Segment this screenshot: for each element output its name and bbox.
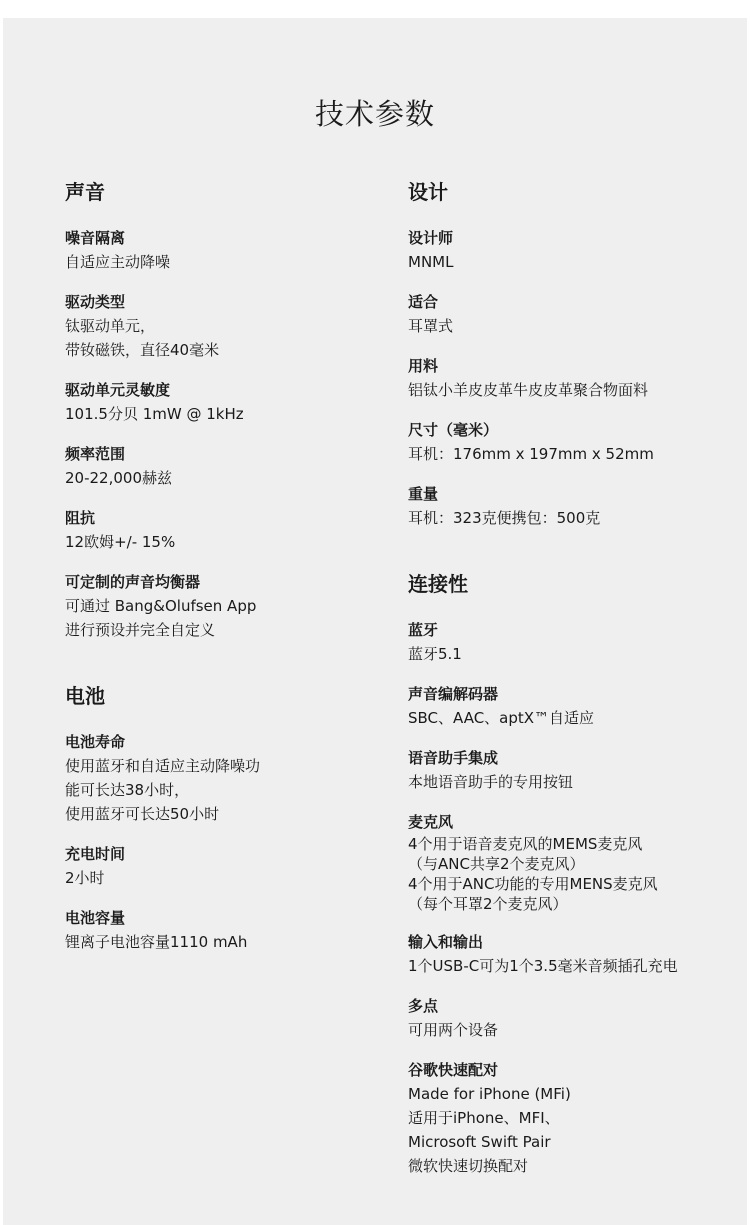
spec-label: 谷歌快速配对 [408, 1061, 499, 1079]
spec-value: 使用蓝牙可长达50小时 [65, 805, 220, 823]
spec-value: 1个USB-C可为1个3.5毫米音频插孔充电 [408, 957, 678, 975]
spec-item [408, 418, 728, 466]
spec-item [65, 442, 385, 490]
spec-value: 铝钛小羊皮皮革牛皮皮革聚合物面料 [408, 381, 649, 399]
spec-label: 可定制的声音均衡器 [65, 573, 201, 591]
spec-card [3, 18, 747, 1225]
spec-value: 带钕磁铁，直径40毫米 [65, 341, 220, 359]
left-column [65, 179, 385, 995]
spec-value: Microsoft Swift Pair [408, 1133, 551, 1151]
spec-label: 驱动类型 [65, 293, 126, 311]
spec-label: 驱动单元灵敏度 [65, 381, 171, 399]
spec-item [408, 810, 728, 914]
spec-value: 适用于iPhone、MFI、 [408, 1109, 560, 1127]
spec-item [65, 290, 385, 362]
spec-label: 电池寿命 [65, 733, 126, 751]
spec-label: 电池容量 [65, 909, 126, 927]
spec-value: 可通过 Bang&Olufsen App [65, 597, 257, 615]
spec-value: 自适应主动降噪 [65, 253, 171, 271]
spec-item [65, 226, 385, 274]
spec-section [65, 683, 385, 954]
spec-item [65, 570, 385, 642]
spec-item [408, 226, 728, 274]
spec-item [408, 930, 728, 978]
spec-item [408, 682, 728, 730]
spec-label: 噪音隔离 [65, 229, 126, 247]
spec-value: 耳罩式 [408, 317, 454, 335]
spec-value: 2小时 [65, 869, 105, 887]
spec-value: （与ANC共享2个麦克风） [408, 855, 585, 873]
spec-item [408, 746, 728, 794]
spec-label: 阻抗 [65, 509, 96, 527]
spec-item [408, 482, 728, 530]
spec-label: 充电时间 [65, 845, 126, 863]
spec-value: 蓝牙5.1 [408, 645, 462, 663]
section-title: 设计 [408, 180, 448, 204]
spec-label: 语音助手集成 [408, 749, 499, 767]
spec-value: 耳机：176mm x 197mm x 52mm [408, 445, 654, 463]
page-title: 技术参数 [314, 97, 435, 131]
spec-item [408, 290, 728, 338]
spec-label: 声音编解码器 [408, 685, 499, 703]
spec-value: Made for iPhone (MFi) [408, 1085, 571, 1103]
spec-section [65, 179, 385, 642]
spec-value: 可用两个设备 [408, 1021, 499, 1039]
spec-value: 本地语音助手的专用按钮 [408, 773, 574, 791]
spec-value: 20-22,000赫兹 [65, 469, 172, 487]
spec-value: 使用蓝牙和自适应主动降噪功 [65, 757, 261, 775]
spec-label: 输入和输出 [408, 933, 484, 951]
spec-item [408, 1058, 728, 1178]
spec-value: MNML [408, 253, 454, 271]
spec-value: （每个耳罩2个麦克风） [408, 895, 568, 913]
section-title: 电池 [65, 684, 105, 708]
spec-value: SBC、AAC、aptX™自适应 [408, 709, 595, 727]
section-title: 声音 [65, 180, 105, 204]
spec-item [408, 994, 728, 1042]
spec-label: 重量 [408, 485, 439, 503]
spec-value: 4个用于ANC功能的专用MENS麦克风 [408, 875, 658, 893]
spec-value: 12欧姆+/- 15% [65, 533, 176, 551]
spec-label: 多点 [408, 997, 439, 1015]
spec-item [65, 730, 385, 826]
spec-value: 进行预设并完全自定义 [65, 621, 216, 639]
section-title: 连接性 [408, 572, 468, 596]
spec-label: 蓝牙 [408, 621, 439, 639]
spec-item [65, 378, 385, 426]
spec-value: 钛驱动单元， [65, 317, 156, 335]
spec-value: 耳机：323克便携包：500克 [408, 509, 601, 527]
spec-item [65, 842, 385, 890]
spec-label: 麦克风 [408, 813, 454, 831]
spec-item [408, 618, 728, 666]
spec-value: 锂离子电池容量1110 mAh [65, 933, 248, 951]
spec-label: 用料 [408, 357, 439, 375]
spec-item [65, 506, 385, 554]
spec-item [65, 906, 385, 954]
spec-item [408, 354, 728, 402]
spec-label: 尺寸（毫米） [408, 421, 499, 439]
spec-section [408, 571, 728, 1178]
spec-label: 频率范围 [65, 445, 126, 463]
spec-section [408, 179, 728, 530]
spec-value: 能可长达38小时， [65, 781, 190, 799]
right-column [408, 179, 728, 1219]
spec-value: 4个用于语音麦克风的MEMS麦克风 [408, 835, 643, 853]
spec-label: 适合 [408, 293, 439, 311]
spec-value: 101.5分贝 1mW @ 1kHz [65, 405, 244, 423]
spec-value: 微软快速切换配对 [408, 1157, 529, 1175]
spec-label: 设计师 [408, 229, 454, 247]
